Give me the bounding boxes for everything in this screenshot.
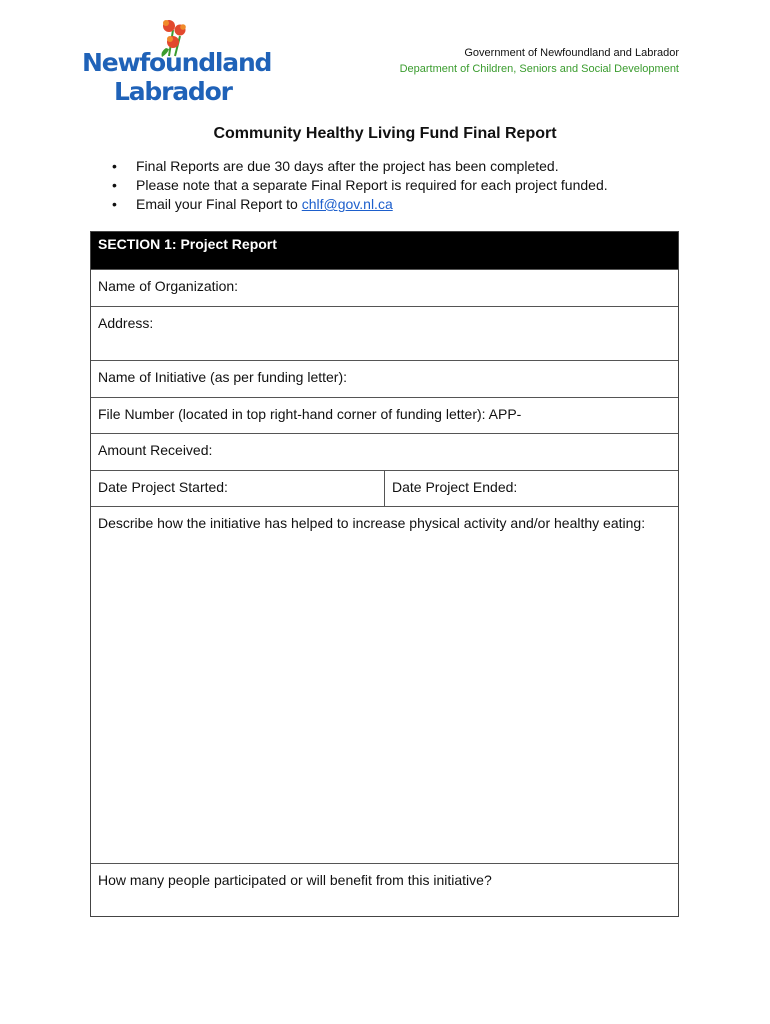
- note-text: Email your Final Report to: [136, 196, 302, 212]
- section-header: SECTION 1: Project Report: [91, 232, 678, 269]
- list-item: [112, 157, 608, 176]
- note-text: Please note that a separate Final Report is required for each project funded.: [136, 177, 608, 193]
- project-report-form: [90, 231, 679, 917]
- file-number-field[interactable]: [91, 397, 678, 433]
- note-text: Final Reports are due 30 days after the project has been completed.: [136, 158, 559, 174]
- department-name: Department of Children, Seniors and Social Development: [399, 63, 679, 75]
- address-label: Address:: [98, 315, 154, 331]
- amount-received-field[interactable]: [91, 433, 678, 470]
- email-link[interactable]: chlf@gov.nl.ca: [301, 196, 393, 212]
- bullet-icon: •: [112, 158, 117, 174]
- bullet-icon: •: [112, 196, 117, 212]
- logo-wordmark-line1: Newfoundland: [82, 48, 272, 77]
- logo-wordmark-line2: Labrador: [114, 77, 232, 106]
- participants-label: How many people participated or will benefit from this initiative?: [98, 872, 492, 888]
- initiative-name-field[interactable]: [91, 360, 678, 397]
- file-number-label: File Number (located in top right-hand corner of funding letter): APP-: [98, 406, 522, 422]
- list-item: [112, 195, 608, 214]
- participants-field[interactable]: [91, 863, 678, 916]
- address-field[interactable]: [91, 306, 678, 360]
- page-title: Community Healthy Living Fund Final Report: [213, 125, 557, 142]
- organization-label: Name of Organization:: [98, 278, 239, 294]
- project-dates-row: [91, 470, 678, 506]
- date-ended-field[interactable]: Date Project Ended:: [392, 479, 518, 495]
- description-field[interactable]: [91, 506, 678, 863]
- organization-field[interactable]: [91, 269, 678, 306]
- description-label: Describe how the initiative has helped to increase physical activity and/or healthy eating:: [98, 515, 646, 531]
- government-header: [400, 45, 679, 77]
- government-name: Government of Newfoundland and Labrador: [464, 47, 679, 59]
- nl-logo: [82, 18, 272, 108]
- list-item: [112, 176, 608, 195]
- bullet-icon: •: [112, 177, 117, 193]
- instructions-list: [112, 157, 608, 214]
- date-started-field[interactable]: Date Project Started:: [91, 471, 385, 506]
- initiative-name-label: Name of Initiative (as per funding letter):: [98, 369, 348, 385]
- amount-received-label: Amount Received:: [98, 442, 213, 458]
